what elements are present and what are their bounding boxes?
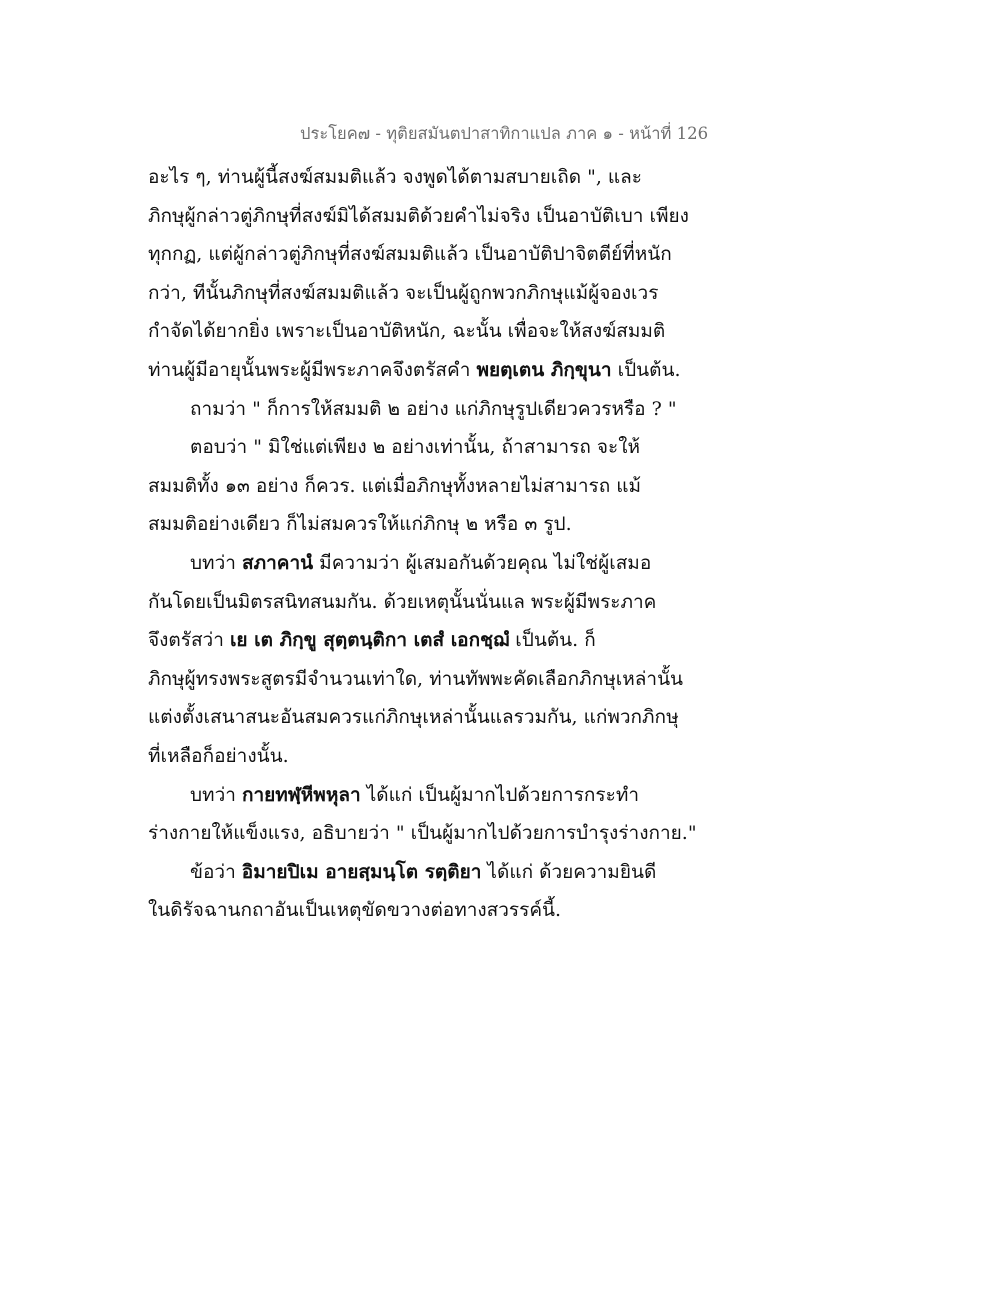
text-line bbox=[148, 814, 708, 853]
pali-term: สภาคานํ bbox=[241, 551, 314, 574]
text-line bbox=[148, 621, 708, 660]
text-segment: เป็นต้น. ก็ bbox=[509, 629, 596, 652]
text-line bbox=[148, 853, 708, 892]
text-line bbox=[148, 776, 708, 815]
text-line bbox=[148, 544, 708, 583]
text-segment: กันโดยเป็นมิตรสนิทสนมกัน. ด้วยเหตุนั้นนั่นแล พระผู้มีพระภาค bbox=[148, 590, 657, 613]
text-segment: อะไร ๆ, ท่านผู้นี้สงฆ์สมมติแล้ว จงพูดได้ตามสบายเถิด ", และ bbox=[148, 166, 643, 188]
text-segment: บทว่า bbox=[190, 783, 242, 806]
text-line bbox=[148, 505, 708, 544]
text-segment: ท่านผู้มีอายุนั้นพระผู้มีพระภาคจึงตรัสคำ bbox=[148, 358, 477, 381]
text-segment: ได้แก่ ด้วยความยินดี bbox=[481, 860, 657, 883]
body-text bbox=[148, 158, 708, 930]
running-header: ประโยค๗ - ทุติยสมันตปาสาทิกาแปล ภาค ๑ - หน้าที่ 126 bbox=[300, 124, 709, 143]
text-segment: ร่างกายให้แข็งแรง, อธิบายว่า " เป็นผู้มากไปด้วยการบำรุงร่างกาย." bbox=[148, 822, 697, 845]
text-segment: ที่เหลือก็อย่างนั้น. bbox=[148, 744, 289, 767]
text-line bbox=[148, 583, 708, 622]
text-segment: ภิกษุผู้ทรงพระสูตรมีจำนวนเท่าใด, ท่านทัพพะคัดเลือกภิกษุเหล่านั้น bbox=[148, 667, 684, 690]
text-segment: กำจัดได้ยากยิ่ง เพราะเป็นอาบัติหนัก, ฉะนั้น เพื่อจะให้สงฆ์สมมติ bbox=[148, 320, 666, 343]
text-segment: แต่งตั้งเสนาสนะอันสมควรแก่ภิกษุเหล่านั้นแลรวมกัน, แก่พวกภิกษุ bbox=[148, 706, 679, 729]
text-segment: ข้อว่า bbox=[190, 860, 242, 883]
text-line bbox=[148, 467, 708, 506]
text-segment: กว่า, ทีนั้นภิกษุที่สงฆ์สมมติแล้ว จะเป็นผู้ถูกพวกภิกษุแม้ผู้จองเวร bbox=[148, 281, 659, 304]
pali-term: พยตฺเตน ภิกฺขุนา bbox=[476, 358, 612, 381]
pali-term: อิมายปิเม อายสฺมนฺโต รตฺติยา bbox=[241, 860, 482, 883]
pali-term: กายทฬฺหีพหุลา bbox=[241, 783, 361, 806]
text-segment: ภิกษุผู้กล่าวตู่ภิกษุที่สงฆ์มิได้สมมติด้วยคำไม่จริง เป็นอาบัติเบา เพียง bbox=[148, 204, 689, 227]
text-line bbox=[148, 197, 708, 236]
text-line bbox=[148, 158, 708, 197]
text-segment: สมมติอย่างเดียว ก็ไม่สมควรให้แก่ภิกษุ ๒ หรือ ๓ รูป. bbox=[148, 513, 572, 536]
text-line bbox=[148, 891, 708, 930]
text-line bbox=[148, 698, 708, 737]
text-segment: บทว่า bbox=[190, 551, 242, 574]
text-segment: ตอบว่า " มิใช่แต่เพียง ๒ อย่างเท่านั้น, ถ้าสามารถ จะให้ bbox=[190, 436, 641, 459]
text-line bbox=[148, 390, 708, 429]
text-line bbox=[148, 312, 708, 351]
text-segment: มีความว่า ผู้เสมอกันด้วยคุณ ไม่ใช่ผู้เสมอ bbox=[313, 551, 652, 574]
text-line bbox=[148, 274, 708, 313]
text-segment: เป็นต้น. bbox=[611, 358, 681, 381]
text-line bbox=[148, 428, 708, 467]
text-segment: ได้แก่ เป็นผู้มากไปด้วยการกระทำ bbox=[360, 783, 640, 806]
pali-term: เย เต ภิกฺขู สุตฺตนฺติกา เตสํ เอกชฺฌํ bbox=[229, 629, 510, 652]
text-segment: สมมติทั้ง ๑๓ อย่าง ก็ควร. แต่เมื่อภิกษุทั้งหลายไม่สามารถ แม้ bbox=[148, 474, 642, 497]
text-line bbox=[148, 351, 708, 390]
text-line bbox=[148, 235, 708, 274]
text-line bbox=[148, 737, 708, 776]
text-line bbox=[148, 660, 708, 699]
text-segment: ในดิรัจฉานกถาอันเป็นเหตุขัดขวางต่อทางสวรรค์นี้. bbox=[148, 899, 562, 922]
text-segment: ทุกกฏ, แต่ผู้กล่าวตู่ภิกษุที่สงฆ์สมมติแล้ว เป็นอาบัติปาจิตตีย์ที่หนัก bbox=[148, 243, 672, 266]
text-segment: จึงตรัสว่า bbox=[148, 629, 230, 652]
text-segment: ถามว่า " ก็การให้สมมติ ๒ อย่าง แก่ภิกษุรูปเดียวควรหรือ ? " bbox=[190, 397, 677, 420]
